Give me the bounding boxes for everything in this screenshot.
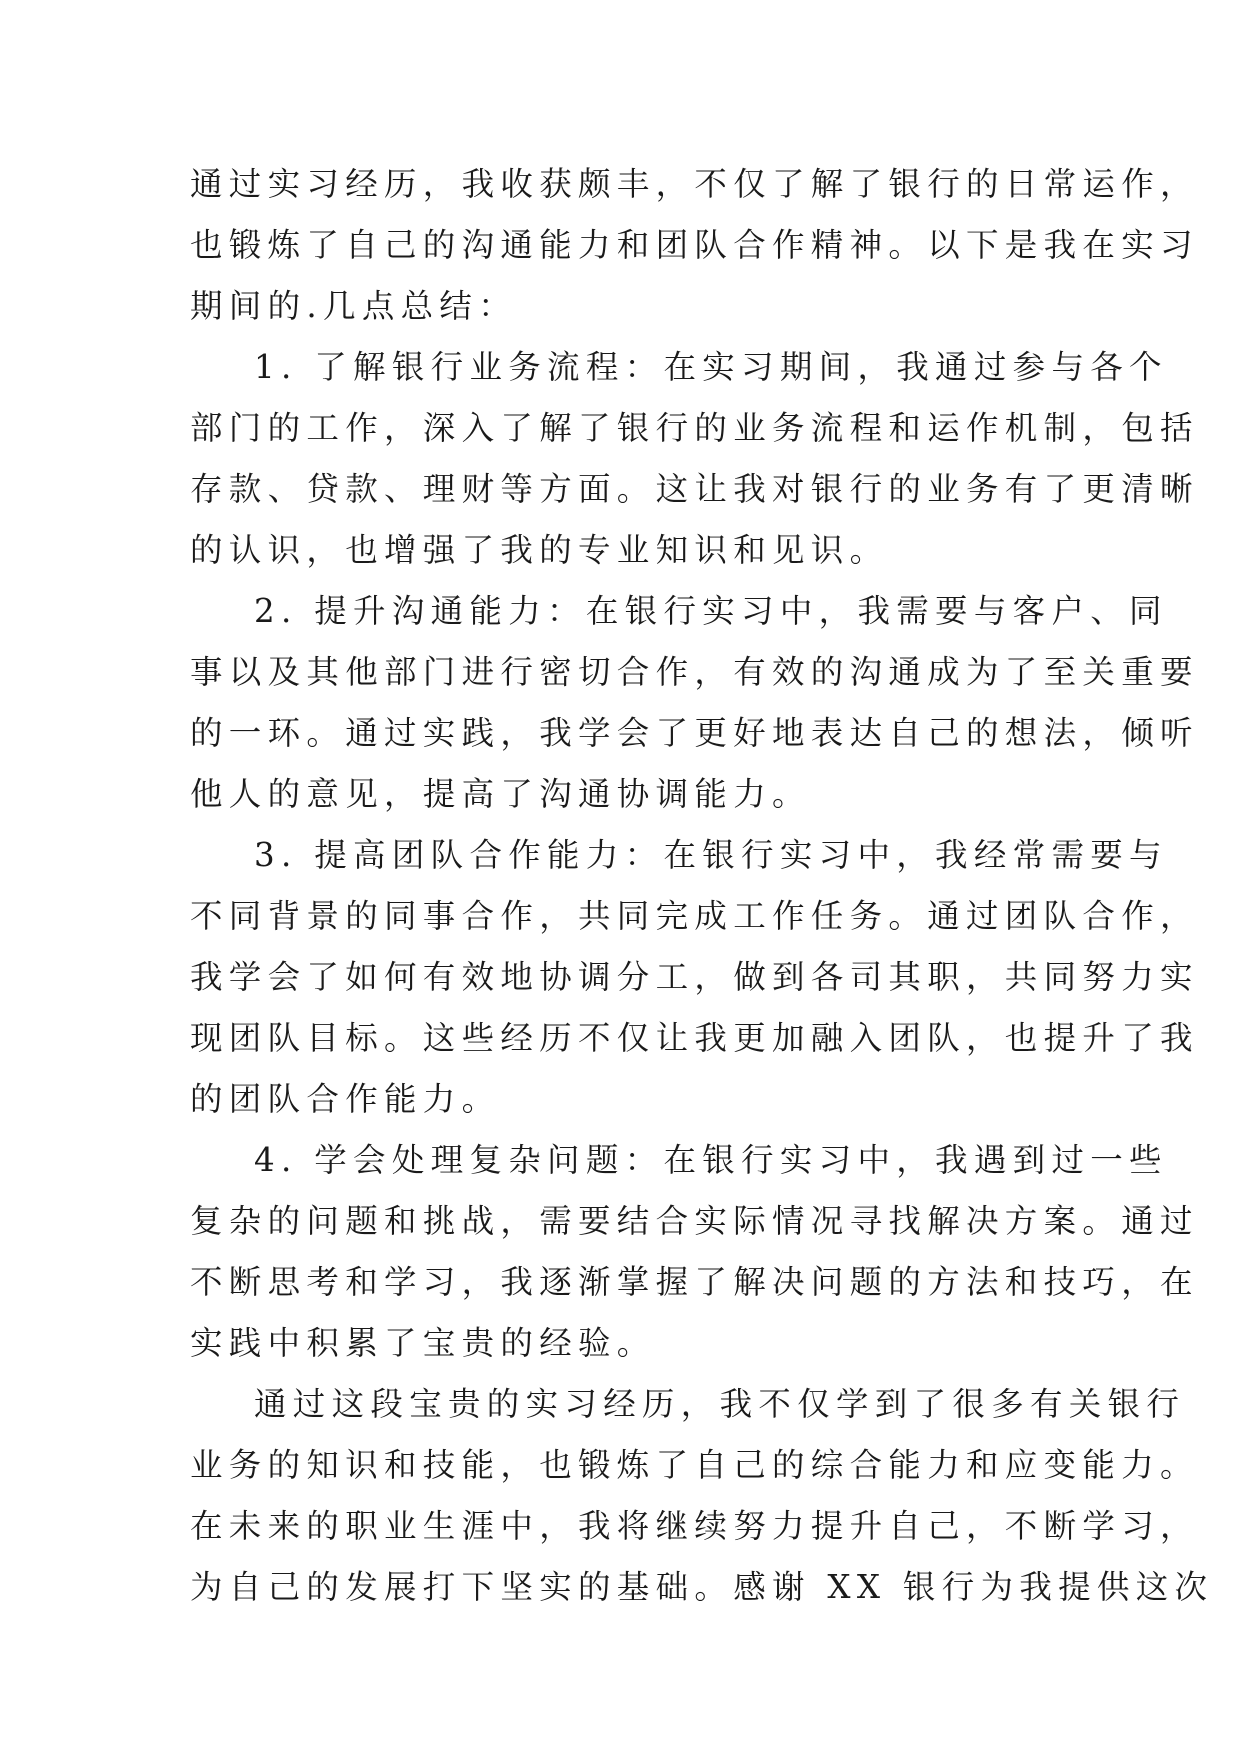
paragraph-point-4 [190, 1130, 1199, 1374]
text-line: 事以及其他部门进行密切合作，有效的沟通成为了至关重要 [190, 653, 1199, 691]
text-line: 的认识，也增强了我的专业知识和见识。 [190, 531, 889, 569]
text-line: 在未来的职业生涯中，我将继续努力提升自己，不断学习， [190, 1507, 1199, 1545]
paragraph-intro [190, 154, 1199, 337]
text-line: 期间的.几点总结： [190, 287, 518, 325]
paragraph-point-3 [190, 825, 1199, 1130]
paragraph-point-2 [190, 581, 1199, 825]
text-line: 通过这段宝贵的实习经历，我不仅学到了很多有关银行 [254, 1385, 1186, 1423]
text-line: 的团队合作能力。 [190, 1080, 501, 1118]
text-line: 1. 了解银行业务流程：在实习期间，我通过参与各个 [254, 348, 1168, 386]
text-line: 现团队目标。这些经历不仅让我更加融入团队，也提升了我 [190, 1019, 1199, 1057]
text-line: 他人的意见，提高了沟通协调能力。 [190, 775, 811, 813]
text-line: 我学会了如何有效地协调分工，做到各司其职，共同努力实 [190, 958, 1199, 996]
text-line: 为自己的发展打下坚实的基础。感谢 XX 银行为我提供这次 [190, 1568, 1214, 1606]
paragraph-point-1 [190, 337, 1199, 581]
text-line: 的一环。通过实践，我学会了更好地表达自己的想法，倾听 [190, 714, 1199, 752]
text-line: 3. 提高团队合作能力：在银行实习中，我经常需要与 [254, 836, 1168, 874]
text-line: 通过实习经历，我收获颇丰，不仅了解了银行的日常运作， [190, 165, 1199, 203]
text-line: 也锻炼了自己的沟通能力和团队合作精神。以下是我在实习 [190, 226, 1199, 264]
paragraph-conclusion [190, 1374, 1214, 1618]
text-line: 不断思考和学习，我逐渐掌握了解决问题的方法和技巧，在 [190, 1263, 1199, 1301]
document-body [190, 154, 1214, 1618]
text-line: 不同背景的同事合作，共同完成工作任务。通过团队合作， [190, 897, 1199, 935]
text-line: 2. 提升沟通能力：在银行实习中，我需要与客户、同 [254, 592, 1168, 630]
text-line: 业务的知识和技能，也锻炼了自己的综合能力和应变能力。 [190, 1446, 1199, 1484]
text-line: 复杂的问题和挑战，需要结合实际情况寻找解决方案。通过 [190, 1202, 1199, 1240]
text-line: 4. 学会处理复杂问题：在银行实习中，我遇到过一些 [254, 1141, 1168, 1179]
text-line: 部门的工作，深入了解了银行的业务流程和运作机制，包括 [190, 409, 1199, 447]
text-line: 存款、贷款、理财等方面。这让我对银行的业务有了更清晰 [190, 470, 1199, 508]
text-line: 实践中积累了宝贵的经验。 [190, 1324, 656, 1362]
